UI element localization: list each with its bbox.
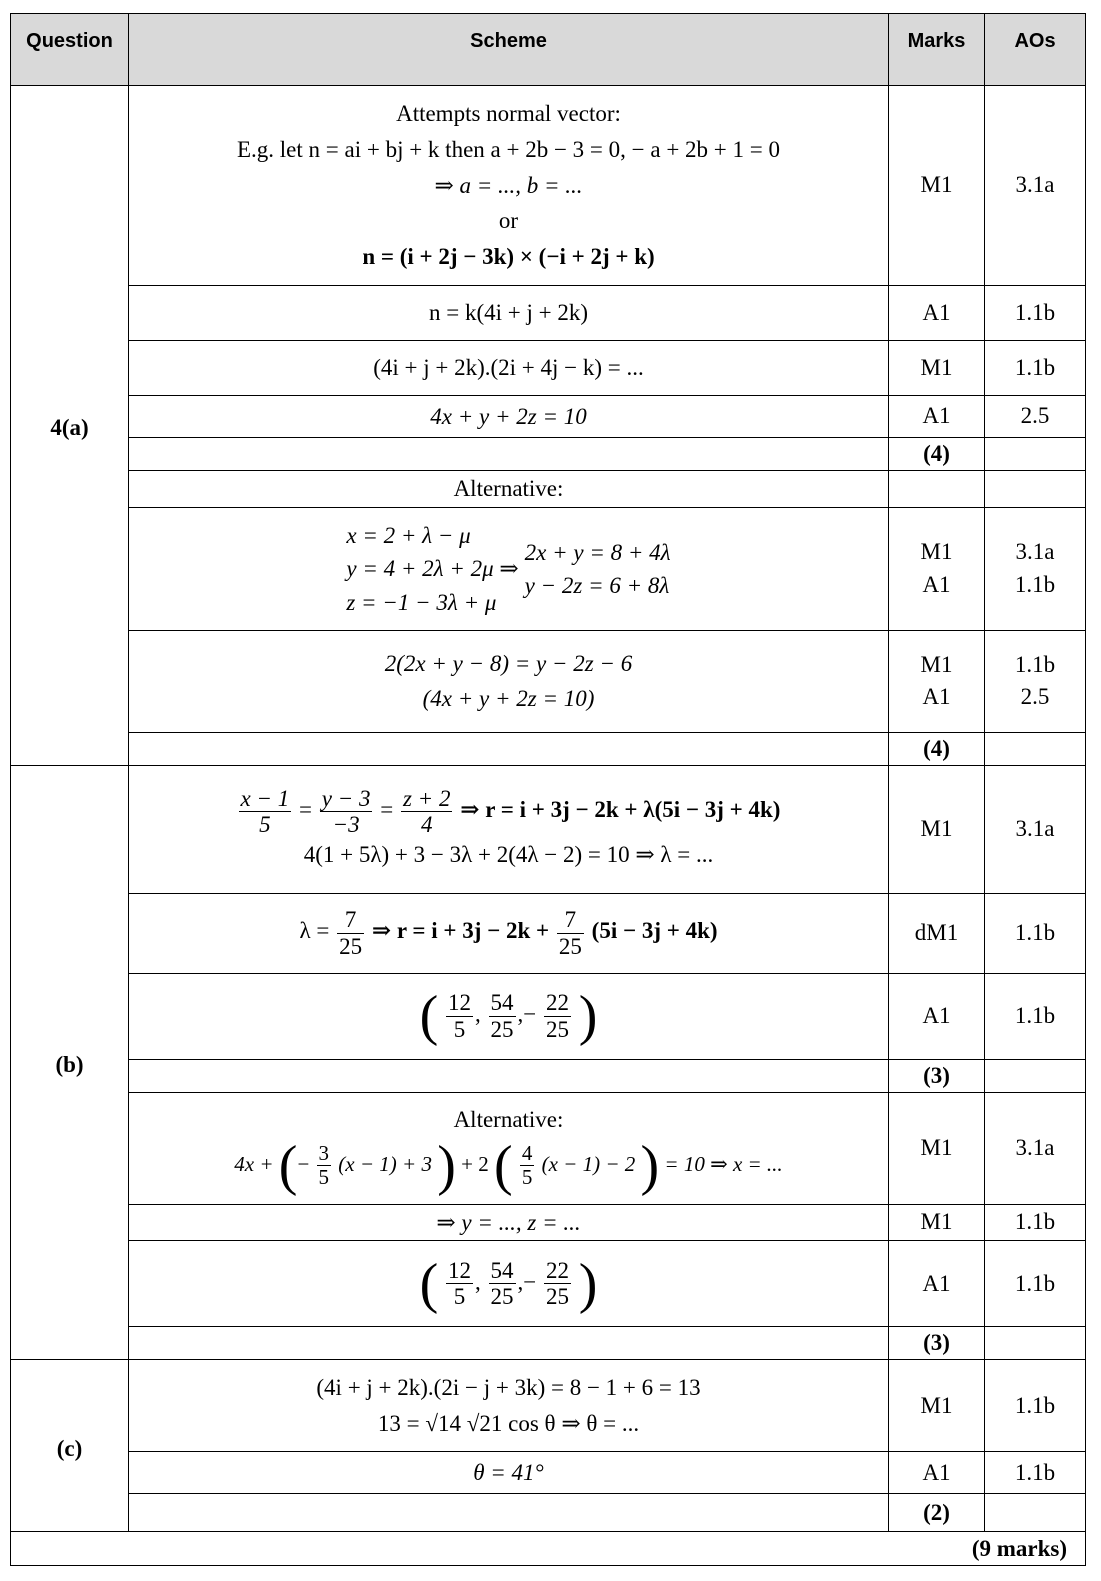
marks-cell: M1 [889, 765, 985, 893]
question-label-b: (b) [11, 765, 129, 1360]
alternative-label: Alternative: [453, 1107, 564, 1133]
denominator: 25 [545, 1284, 569, 1310]
scheme-line: E.g. let n = ai + bj + k then a + 2b − 3 = 0, − a + 2b + 1 = 0 [236, 137, 780, 163]
equation-system [346, 519, 670, 619]
fraction [446, 1258, 473, 1310]
scheme-cell [129, 1360, 889, 1452]
scheme-text: ⇒ r = i + 3j − 2k + λ(5i − 3j + 4k) [460, 796, 781, 822]
aos-cell [985, 1327, 1086, 1360]
scheme-line: $\frac{x - 1}{5}$ = $\frac{y - 3}{-3}$ = $\frac{z + 2}{4}$ ⇒ r = i + 3j − 2k + λ(5i − 3j + 4k) [240, 785, 781, 837]
scheme-text: λ = [299, 918, 330, 944]
denominator: 25 [339, 933, 363, 959]
alternative-label: Alternative: [129, 471, 889, 508]
table-row [11, 1327, 1086, 1360]
scheme-cell [129, 438, 889, 471]
marks-cell: M1 [889, 341, 985, 396]
scheme-line: 2x + y = 8 + 4λ [524, 539, 671, 565]
fraction [489, 1258, 516, 1310]
scheme-text: = 10 ⇒ x = ... [664, 1151, 783, 1176]
denominator: 25 [545, 1016, 569, 1042]
numerator: 7 [337, 907, 364, 933]
numerator: 12 [448, 1257, 471, 1283]
scheme-text: 4x + [234, 1151, 274, 1176]
scheme-cell: n = k(4i + j + 2k) [129, 286, 889, 341]
aos-cell: 1.1b [985, 341, 1086, 396]
fraction [317, 1142, 332, 1189]
aos-cell: 3.1a [985, 765, 1086, 893]
fraction [446, 990, 473, 1042]
scheme-cell [129, 1494, 889, 1532]
fraction [337, 907, 364, 959]
marks-cell: M1 [889, 1204, 985, 1241]
aos-cell [985, 438, 1086, 471]
scheme-line [129, 907, 888, 959]
scheme-cell [129, 86, 889, 286]
scheme-line: z = −1 − 3λ + μ [346, 589, 497, 615]
table-row [11, 1241, 1086, 1327]
table-row [11, 1059, 1086, 1092]
numerator: 54 [490, 990, 514, 1016]
aos-cell: 1.1b [985, 973, 1086, 1059]
table-row [11, 341, 1086, 396]
denominator: 5 [521, 1165, 533, 1190]
denominator: 5 [453, 1016, 466, 1042]
scheme-text: (x − 1) + 3 [338, 1151, 432, 1176]
scheme-cell [129, 893, 889, 973]
marks-cell: M1 [889, 1092, 985, 1204]
table-row [11, 507, 1086, 630]
table-row [11, 765, 1086, 893]
scheme-cell: θ = 41° [129, 1452, 889, 1494]
scheme-cell: (4i + j + 2k).(2i + 4j − k) = ... [129, 341, 889, 396]
table-row [11, 438, 1086, 471]
marks-cell: A1 [889, 396, 985, 438]
numerator: z + 2 [402, 785, 451, 811]
table-row [11, 396, 1086, 438]
numerator: 22 [545, 1257, 569, 1283]
table-row [11, 1360, 1086, 1452]
system-right [525, 536, 671, 603]
scheme-text: (5i − 3j + 4k) [591, 918, 718, 944]
scheme-text: + 2 [461, 1151, 489, 1176]
marks-cell: A1 [889, 1241, 985, 1327]
scheme-line: y = 4 + 2λ + 2μ ⇒ [346, 556, 519, 582]
scheme-line: Attempts normal vector: [396, 101, 621, 127]
scheme-cell [129, 732, 889, 765]
fraction [489, 990, 516, 1042]
fraction [320, 786, 373, 838]
header-question: Question [11, 14, 129, 86]
scheme-cell [129, 765, 889, 893]
scheme-cell [129, 973, 889, 1059]
denominator: 4 [420, 811, 433, 837]
ao-code: 1.1b [1014, 651, 1056, 677]
scheme-cell [129, 507, 889, 630]
numerator: 7 [557, 907, 584, 933]
aos-cell: 1.1b [985, 1241, 1086, 1327]
table-row [11, 86, 1086, 286]
fraction [544, 990, 571, 1042]
question-label-a: 4(a) [11, 86, 129, 766]
aos-cell: 1.1b [985, 893, 1086, 973]
fraction [520, 1142, 535, 1189]
fraction [544, 1258, 571, 1310]
marks-cell [889, 471, 985, 508]
scheme-line: (4i + j + 2k).(2i − j + 3k) = 8 − 1 + 6 = 13 [316, 1375, 701, 1401]
scheme-line: 4x + (− $\frac{3}{5}$ (x − 1) + 3 ) + 2 ( $\frac{4}{5}$ (x − 1) − 2 ) = 10 ⇒ x = ... [234, 1134, 783, 1197]
denominator: 5 [318, 1165, 330, 1190]
denominator: 25 [558, 933, 582, 959]
table-row [11, 471, 1086, 508]
ao-code: 3.1a [1015, 539, 1055, 565]
table-row [11, 1532, 1086, 1566]
fraction [239, 786, 292, 838]
denominator: 25 [490, 1016, 514, 1042]
scheme-line: n = (i + 2j − 3k) × (−i + 2j + k) [362, 243, 655, 269]
mark-code: M1 [920, 539, 953, 565]
table-row [11, 1204, 1086, 1241]
scheme-cell [129, 1241, 889, 1327]
table-row [11, 630, 1086, 732]
denominator: 5 [259, 811, 271, 837]
scheme-line: (4x + y + 2z = 10) [422, 686, 595, 712]
scheme-cell: ⇒ y = ..., z = ... [129, 1204, 889, 1241]
marks-cell [889, 630, 985, 732]
marks-cell: dM1 [889, 893, 985, 973]
coordinate-point: ( $\frac{12}{5}$ , $\frac{54}{25}$ ,− $\frac{22}{25}$ ) [419, 985, 598, 1048]
system-left [346, 519, 518, 619]
scheme-cell [129, 1327, 889, 1360]
scheme-line: 13 = √14 √21 cos θ ⇒ θ = ... [377, 1410, 640, 1436]
header-scheme: Scheme [129, 14, 889, 86]
table-row [11, 732, 1086, 765]
scheme-text: (x − 1) − 2 [541, 1151, 636, 1176]
aos-cell [985, 1059, 1086, 1092]
marks-cell: M1 [889, 1360, 985, 1452]
aos-cell: 3.1a [985, 86, 1086, 286]
numerator: 54 [490, 1257, 514, 1283]
scheme-line: 4(1 + 5λ) + 3 − 3λ + 2(4λ − 2) = 10 ⇒ λ = ... [303, 842, 714, 868]
mark-code: A1 [922, 684, 951, 710]
numerator: 4 [521, 1141, 533, 1166]
table-row [11, 893, 1086, 973]
numerator: x − 1 [240, 785, 290, 811]
denominator: 25 [490, 1284, 514, 1310]
marks-cell [889, 507, 985, 630]
subtotal-marks: (4) [889, 438, 985, 471]
marks-cell: A1 [889, 286, 985, 341]
aos-cell [985, 507, 1086, 630]
aos-cell [985, 471, 1086, 508]
aos-cell [985, 732, 1086, 765]
fraction [401, 786, 452, 838]
scheme-line: 2(2x + y − 8) = y − 2z − 6 [384, 650, 633, 676]
subtotal-marks: (3) [889, 1059, 985, 1092]
scheme-line: or [498, 208, 519, 234]
aos-cell: 2.5 [985, 396, 1086, 438]
header-aos: AOs [985, 14, 1086, 86]
scheme-cell [129, 630, 889, 732]
table-row [11, 286, 1086, 341]
mark-code: M1 [920, 651, 953, 677]
scheme-cell: 4x + y + 2z = 10 [129, 396, 889, 438]
marks-cell: A1 [889, 973, 985, 1059]
mark-code: A1 [922, 571, 951, 597]
fraction [557, 907, 584, 959]
marks-cell: A1 [889, 1452, 985, 1494]
ao-code: 1.1b [1014, 571, 1056, 597]
subtotal-marks: (3) [889, 1327, 985, 1360]
marks-cell: M1 [889, 86, 985, 286]
scheme-text: ⇒ r = i + 3j − 2k + [371, 918, 550, 944]
aos-cell: 3.1a [985, 1092, 1086, 1204]
table-row [11, 1452, 1086, 1494]
mark-scheme-table [10, 13, 1086, 1566]
numerator: 22 [545, 990, 569, 1016]
table-row [11, 973, 1086, 1059]
scheme-line: ⇒ a = ..., b = ... [434, 172, 583, 198]
scheme-cell [129, 1059, 889, 1092]
aos-cell [985, 1494, 1086, 1532]
aos-cell: 1.1b [985, 286, 1086, 341]
aos-cell: 1.1b [985, 1360, 1086, 1452]
numerator: y − 3 [321, 785, 371, 811]
numerator: 12 [448, 990, 471, 1016]
aos-cell [985, 630, 1086, 732]
denominator: −3 [332, 811, 360, 837]
scheme-cell [129, 1092, 889, 1204]
ao-code: 2.5 [1020, 684, 1050, 710]
denominator: 5 [453, 1284, 466, 1310]
scheme-line: x = 2 + λ − μ [346, 523, 471, 549]
numerator: 3 [318, 1141, 330, 1166]
total-marks: (9 marks) [11, 1532, 1086, 1566]
coordinate-point: ( $\frac{12}{5}$ , $\frac{54}{25}$ ,− $\frac{22}{25}$ ) [419, 1252, 598, 1315]
header-marks: Marks [889, 14, 985, 86]
question-label-c: (c) [11, 1360, 129, 1532]
table-row [11, 1494, 1086, 1532]
subtotal-marks: (2) [889, 1494, 985, 1532]
header-row [11, 14, 1086, 86]
aos-cell: 1.1b [985, 1452, 1086, 1494]
scheme-line: y − 2z = 6 + 8λ [524, 573, 670, 599]
subtotal-marks: (4) [889, 732, 985, 765]
aos-cell: 1.1b [985, 1204, 1086, 1241]
table-row [11, 1092, 1086, 1204]
